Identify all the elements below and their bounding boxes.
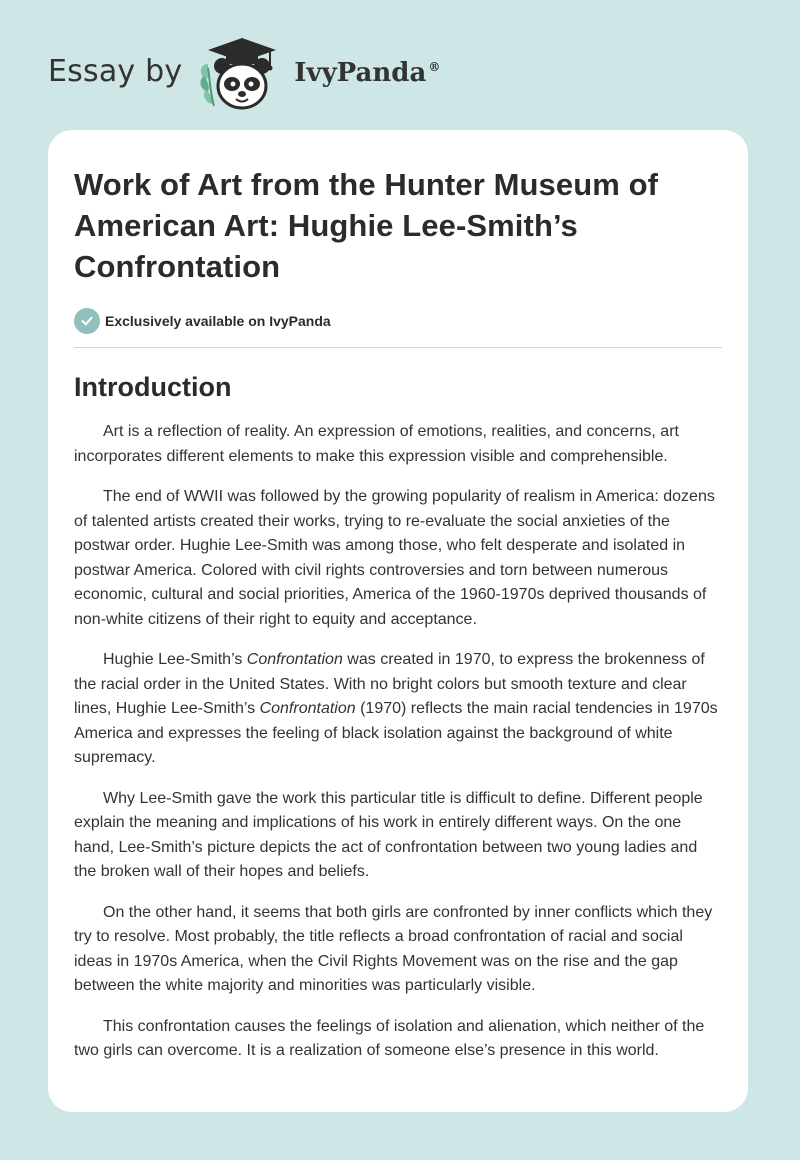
divider (74, 347, 722, 348)
exclusive-label: Exclusively available on IvyPanda (105, 313, 331, 329)
essay-card (48, 130, 748, 1112)
brand-name: IvyPanda ® (294, 58, 441, 88)
check-icon (74, 308, 100, 334)
paragraph-text: was created in 1970, to express the brokenness of the racial order in the United States. With no bright colors but smooth texture and clear lines, Hughie Lee-Smith’s (74, 651, 705, 717)
paragraph-text: Hughie Lee-Smith’s (103, 651, 247, 668)
paragraph: On the other hand, it seems that both girls are confronted by inner conflicts which they try to resolve. Most probably, the title reflects a broad confrontation of racial and social ideas in 1970s America, when the Civil Rights Movement was on the rise and the gap between the white majority and minorities was particularly visible. (74, 903, 713, 994)
paragraph: Why Lee-Smith gave the work this particular title is difficult to define. Different people explain the meaning and implications of his work in entirely different ways. On the one hand, Lee-Smith’s picture depicts the act of confrontation between two young ladies and the broken wall of their hopes and beliefs. (74, 789, 703, 880)
brand-logo[interactable] (48, 34, 440, 114)
brand-prefix: Essay by (48, 53, 183, 89)
section-title: Introduction (74, 372, 232, 402)
essay-body (74, 420, 722, 1064)
exclusive-badge (74, 307, 722, 335)
artwork-title: Confrontation (259, 700, 356, 717)
paragraph-text: (1970) reflects the main racial tendencies in 1970s America and expresses the feeling of black isolation against the background of white supremacy. (74, 700, 718, 766)
registered-mark: ® (428, 60, 441, 75)
panda-graduate-icon (196, 34, 288, 114)
artwork-title: Confrontation (246, 651, 343, 668)
paragraph: Art is a reflection of reality. An expression of emotions, realities, and concerns, art incorporates different elements to make this expression visible and comprehensible. (74, 423, 679, 465)
paragraph: The end of WWII was followed by the growing popularity of realism in America: dozens of talented artists created their works, trying to re-evaluate the social anxieties of the postwar order. Hughie Lee-Smith was among those, who felt desperate and isolated in postwar America. Colored with civil rights controversies and torn between numerous economic, cultural and social priorities, America of the 1960-1970s deprived thousands of non-white citizens of their right to equity and acceptance. (74, 488, 715, 628)
paragraph (74, 648, 722, 771)
essay-title: Work of Art from the Hunter Museum of American Art: Hughie Lee-Smith’s Confrontation (74, 167, 659, 284)
paragraph: This confrontation causes the feelings of isolation and alienation, which neither of the two girls can overcome. It is a realization of someone else’s presence in this world. (74, 1017, 705, 1059)
